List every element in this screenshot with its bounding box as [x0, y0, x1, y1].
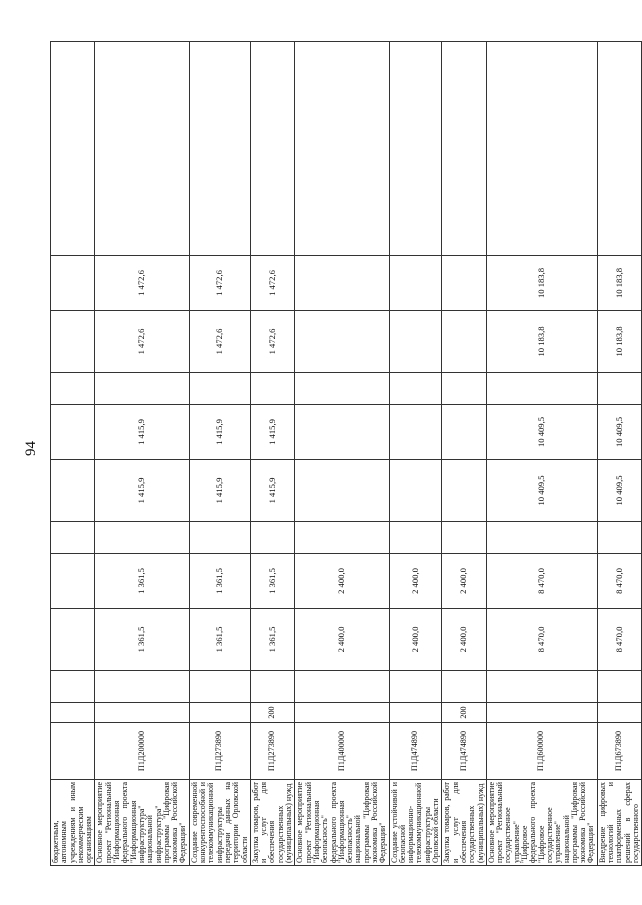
row-value-cell	[51, 311, 95, 373]
row-value-cell: 1 472,6	[95, 256, 189, 311]
rotated-table-area	[50, 42, 640, 866]
budget-table	[50, 41, 642, 866]
table-row	[95, 42, 189, 866]
row-value-cell	[189, 522, 250, 554]
row-value-cell	[51, 405, 95, 460]
row-vr-cell	[486, 703, 597, 723]
row-value-cell	[442, 460, 486, 522]
row-value-cell	[189, 42, 250, 256]
row-value-cell: 1 472,6	[189, 256, 250, 311]
row-value-cell	[95, 522, 189, 554]
row-value-cell: 1 415,9	[189, 460, 250, 522]
row-vr-cell	[95, 703, 189, 723]
row-name-cell: Закупка товаров, работ и услуг для обеспечения государственных (муниципальных) нужд	[442, 780, 486, 866]
row-value-cell	[51, 42, 95, 256]
row-value-cell: 1 361,5	[250, 609, 294, 671]
row-value-cell: 1 472,6	[189, 311, 250, 373]
row-value-cell	[51, 554, 95, 609]
row-empty-cell	[250, 671, 294, 703]
row-value-cell	[597, 373, 641, 405]
row-value-cell: 2 400,0	[389, 609, 442, 671]
row-empty-cell	[51, 671, 95, 703]
row-value-cell	[597, 42, 641, 256]
row-value-cell	[486, 522, 597, 554]
row-value-cell	[295, 311, 389, 373]
row-name-cell: Внедрение цифровых технологий и платформенных решений в сферах государственного	[597, 780, 641, 866]
row-value-cell	[51, 373, 95, 405]
row-value-cell	[250, 373, 294, 405]
row-value-cell: 1 361,5	[250, 554, 294, 609]
row-code-cell: П1Д273890	[250, 723, 294, 780]
table-row	[51, 42, 95, 866]
row-code-cell: П1Д474890	[389, 723, 442, 780]
row-value-cell	[486, 42, 597, 256]
row-value-cell: 10 183,8	[486, 311, 597, 373]
row-value-cell	[295, 373, 389, 405]
row-value-cell: 2 400,0	[295, 554, 389, 609]
row-value-cell: 1 361,5	[189, 554, 250, 609]
row-value-cell	[389, 311, 442, 373]
row-empty-cell	[95, 671, 189, 703]
table-row	[295, 42, 389, 866]
row-value-cell: 10 183,8	[597, 256, 641, 311]
row-value-cell	[250, 522, 294, 554]
row-empty-cell	[486, 671, 597, 703]
row-vr-cell	[189, 703, 250, 723]
row-value-cell	[295, 405, 389, 460]
row-code-cell: П1Д600000	[486, 723, 597, 780]
row-value-cell: 1 472,6	[250, 256, 294, 311]
row-value-cell	[51, 460, 95, 522]
row-value-cell: 1 472,6	[250, 311, 294, 373]
row-code-cell: П1Д673890	[597, 723, 641, 780]
row-code-cell: П1Д474890	[442, 723, 486, 780]
table-row	[486, 42, 597, 866]
row-value-cell: 8 470,0	[597, 554, 641, 609]
row-value-cell: 1 415,9	[95, 460, 189, 522]
row-value-cell: 10 409,5	[486, 405, 597, 460]
row-value-cell: 1 361,5	[189, 609, 250, 671]
row-value-cell	[389, 522, 442, 554]
row-value-cell	[597, 522, 641, 554]
row-value-cell: 1 415,9	[250, 460, 294, 522]
row-value-cell	[486, 373, 597, 405]
table-row	[250, 42, 294, 866]
row-code-cell: П1Д200000	[95, 723, 189, 780]
table-row	[442, 42, 486, 866]
row-value-cell: 10 183,8	[486, 256, 597, 311]
row-value-cell	[442, 522, 486, 554]
row-value-cell: 8 470,0	[486, 554, 597, 609]
row-vr-cell	[295, 703, 389, 723]
row-value-cell	[442, 311, 486, 373]
budget-table-wrapper	[50, 42, 640, 866]
row-value-cell: 1 415,9	[189, 405, 250, 460]
row-empty-cell	[442, 671, 486, 703]
row-value-cell	[51, 609, 95, 671]
row-code-cell	[51, 723, 95, 780]
row-empty-cell	[295, 671, 389, 703]
row-empty-cell	[189, 671, 250, 703]
row-value-cell	[295, 42, 389, 256]
row-value-cell	[295, 522, 389, 554]
row-value-cell	[51, 522, 95, 554]
row-code-cell: П1Д273890	[189, 723, 250, 780]
row-value-cell	[295, 256, 389, 311]
row-vr-cell: 200	[250, 703, 294, 723]
row-value-cell	[442, 405, 486, 460]
row-value-cell: 1 472,6	[95, 311, 189, 373]
row-name-cell: Закупка товаров, работ и услуг для обеспечения государственных (муниципальных) нужд	[250, 780, 294, 866]
row-name-cell: бюджетным, автономным учреждениям и иным некоммерческим организациям	[51, 780, 95, 866]
row-value-cell: 2 400,0	[295, 609, 389, 671]
page-number: 94	[23, 441, 39, 456]
row-value-cell	[250, 42, 294, 256]
row-value-cell: 10 183,8	[597, 311, 641, 373]
row-value-cell	[389, 256, 442, 311]
row-value-cell	[442, 256, 486, 311]
row-value-cell: 1 361,5	[95, 554, 189, 609]
row-value-cell: 8 470,0	[597, 609, 641, 671]
row-name-cell: Создание устойчивой и безопасной информационно-телекоммуникационной инфраструктуры Орловской области	[389, 780, 442, 866]
row-name-cell: Основное мероприятие проект "Региональный государственное управление" "Цифровое федерального проекта "Цифровое государственное управление" национальной программы "Цифровая экономика Российской Федерации"	[486, 780, 597, 866]
row-value-cell: 10 409,5	[597, 460, 641, 522]
table-row	[189, 42, 250, 866]
table-row	[597, 42, 641, 866]
row-value-cell	[51, 256, 95, 311]
row-value-cell	[95, 373, 189, 405]
table-row	[389, 42, 442, 866]
row-value-cell	[442, 373, 486, 405]
row-vr-cell	[597, 703, 641, 723]
row-value-cell: 8 470,0	[486, 609, 597, 671]
row-value-cell	[442, 42, 486, 256]
row-vr-cell	[51, 703, 95, 723]
row-value-cell: 10 409,5	[597, 405, 641, 460]
row-value-cell: 2 400,0	[442, 554, 486, 609]
row-value-cell: 1 361,5	[95, 609, 189, 671]
row-value-cell: 10 409,5	[486, 460, 597, 522]
row-empty-cell	[389, 671, 442, 703]
row-value-cell	[295, 460, 389, 522]
row-value-cell: 2 400,0	[442, 609, 486, 671]
row-value-cell: 1 415,9	[95, 405, 189, 460]
row-value-cell	[95, 42, 189, 256]
row-name-cell: Основное мероприятие проект "Региональный "Информационная безопасность" федерального проекта "Информационная безопасность" национальной программы "Цифровая экономика Российской Федерации"	[295, 780, 389, 866]
row-vr-cell: 200	[442, 703, 486, 723]
row-value-cell	[189, 373, 250, 405]
row-value-cell	[389, 460, 442, 522]
row-name-cell: Создание современной конкурентоспособной и телекоммуникационной инфраструктуры передачи данных на территории Орловской области	[189, 780, 250, 866]
row-code-cell: П1Д400000	[295, 723, 389, 780]
row-vr-cell	[389, 703, 442, 723]
row-value-cell: 2 400,0	[389, 554, 442, 609]
row-value-cell	[389, 373, 442, 405]
row-empty-cell	[597, 671, 641, 703]
row-value-cell	[389, 42, 442, 256]
row-name-cell: Основное мероприятие проект "Региональный "Информационная федерального проекта "Информационная инфраструктура" национальной инфраструктура" программы "Цифровая экономика Российской Федерации"	[95, 780, 189, 866]
row-value-cell	[389, 405, 442, 460]
row-value-cell: 1 415,9	[250, 405, 294, 460]
